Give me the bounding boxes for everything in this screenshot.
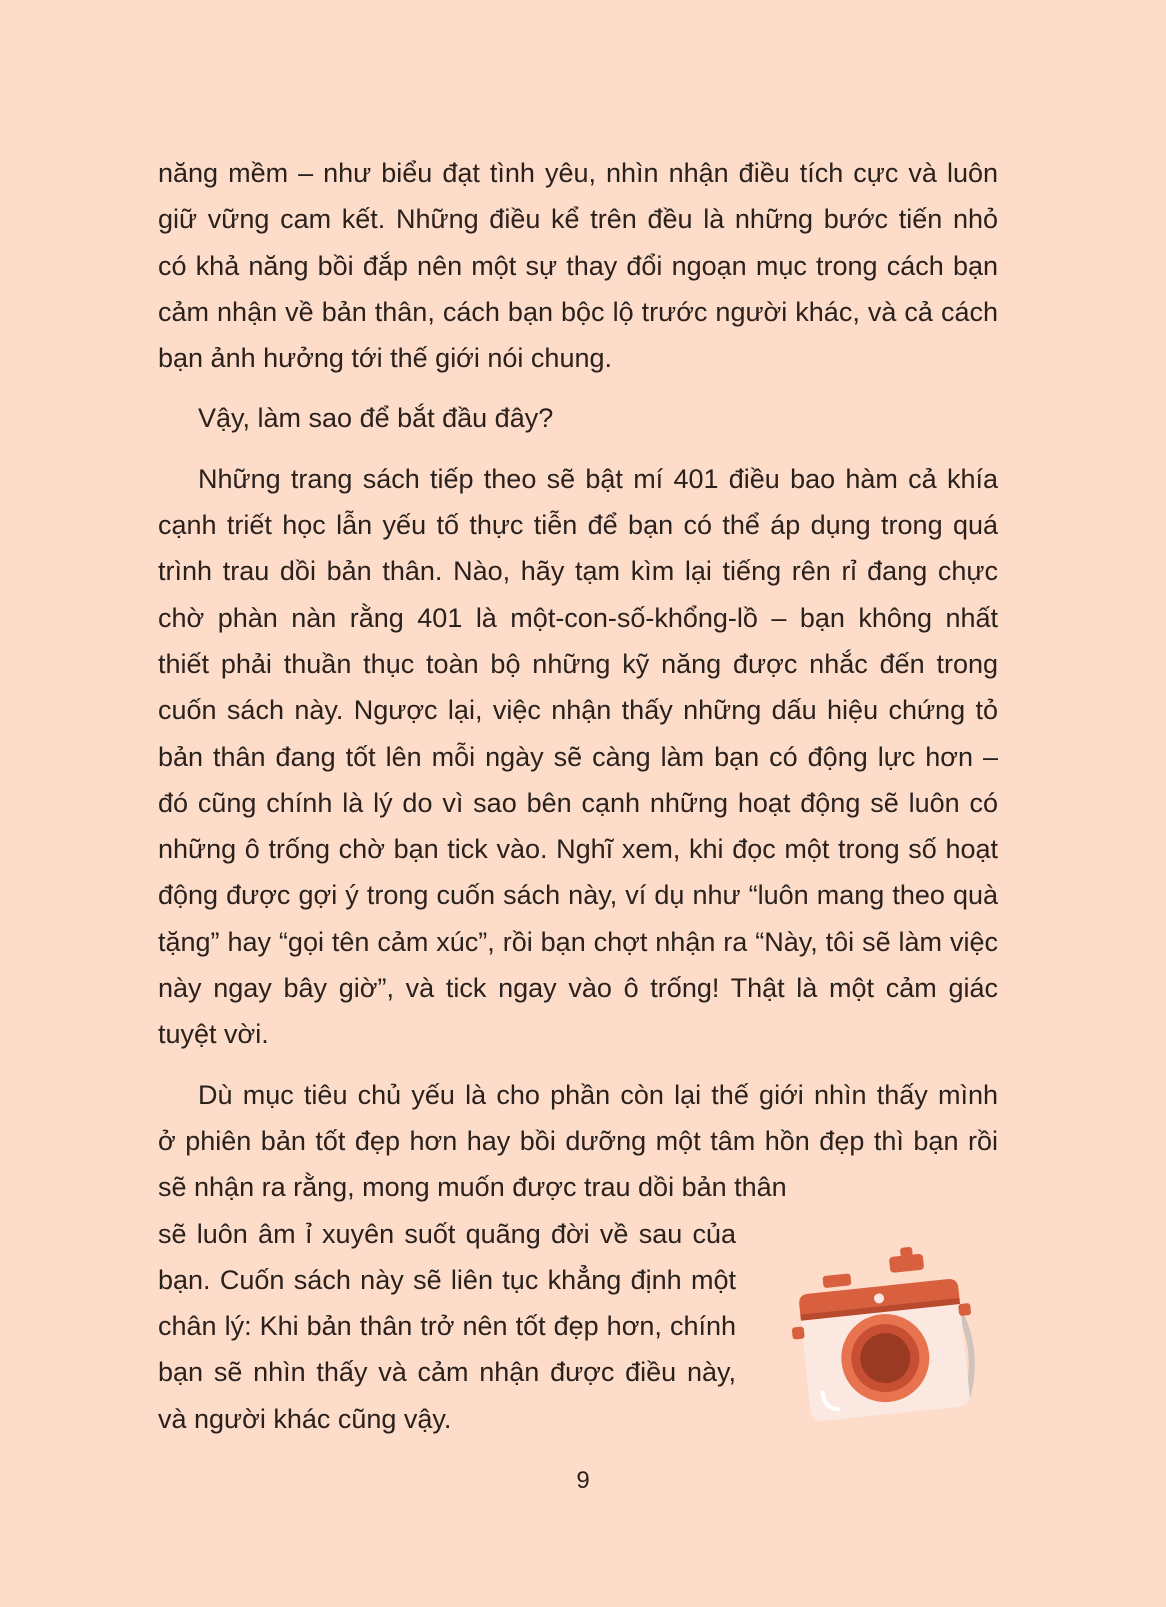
text-line: Những trang sách tiếp theo sẽ bật mí 401 điều bao hàm cả khía [198,463,998,494]
paragraph-3 [158,456,998,1058]
text-line: cuốn sách này. Ngược lại, việc nhận thấy những dấu hiệu chứng tỏ [158,695,998,726]
text-line: sẽ nhận ra rằng, mong muốn được trau dồi bản thân [158,1172,787,1203]
text-line: tuyệt vời. [158,1019,269,1050]
text-line: có khả năng bồi đắp nên một sự thay đổi ngoạn mục trong cách bạn [158,250,998,281]
paragraph-1 [158,150,998,381]
text-line: Vậy, làm sao để bắt đầu đây? [198,403,554,434]
camera-icon [790,1245,1000,1435]
text-line: và người khác cũng vậy. [158,1403,452,1434]
text-line: bạn. Cuốn sách này sẽ liên tục khẳng định một [158,1264,736,1295]
text-line: thiết phải thuần thục toàn bộ những kỹ năng được nhắc đến trong [158,648,998,679]
text-line: giữ vững cam kết. Những điều kể trên đều là những bước tiến nhỏ [158,204,998,235]
text-line: đó cũng chính là lý do vì sao bên cạnh những hoạt động sẽ luôn có [158,787,998,818]
text-line: sẽ luôn âm ỉ xuyên suốt quãng đời về sau của [158,1218,736,1249]
text-line: bạn ảnh hưởng tới thế giới nói chung. [158,343,612,374]
text-line: bạn sẽ nhìn thấy và cảm nhận được điều này, [158,1357,736,1388]
text-line: bản thân đang tốt lên mỗi ngày sẽ càng làm bạn có động lực hơn – [158,741,998,772]
text-line: động được gợi ý trong cuốn sách này, ví dụ như “luôn mang theo quà [158,880,998,911]
page-number: 9 [576,1467,590,1494]
text-line: chân lý: Khi bản thân trở nên tốt đẹp hơn, chính [158,1311,736,1342]
text-line: tặng” hay “gọi tên cảm xúc”, rồi bạn chợt nhận ra “Này, tôi sẽ làm việc [158,926,998,957]
text-line: cảm nhận về bản thân, cách bạn bộc lộ trước người khác, và cả cách [158,296,998,327]
text-line: trình trau dồi bản thân. Nào, hãy tạm kìm lại tiếng rên rỉ đang chực [158,556,998,587]
text-line: chờ phàn nàn rằng 401 là một-con-số-khổng-lồ – bạn không nhất [158,602,998,633]
text-line: Dù mục tiêu chủ yếu là cho phần còn lại thế giới nhìn thấy mình [198,1079,998,1110]
text-line: cạnh triết học lẫn yếu tố thực tiễn để bạn có thể áp dụng trong quá [158,510,998,541]
paragraph-2 [158,395,998,441]
text-line: này ngay bây giờ”, và tick ngay vào ô trống! Thật là một cảm giác [158,973,998,1004]
text-line: ở phiên bản tốt đẹp hơn hay bồi dưỡng một tâm hồn đẹp thì bạn rồi [158,1125,998,1156]
text-line: những ô trống chờ bạn tick vào. Nghĩ xem, khi đọc một trong số hoạt [158,834,998,865]
paragraph-4 [158,1072,998,1165]
text-line: năng mềm – như biểu đạt tình yêu, nhìn nhận điều tích cực và luôn [158,158,998,188]
